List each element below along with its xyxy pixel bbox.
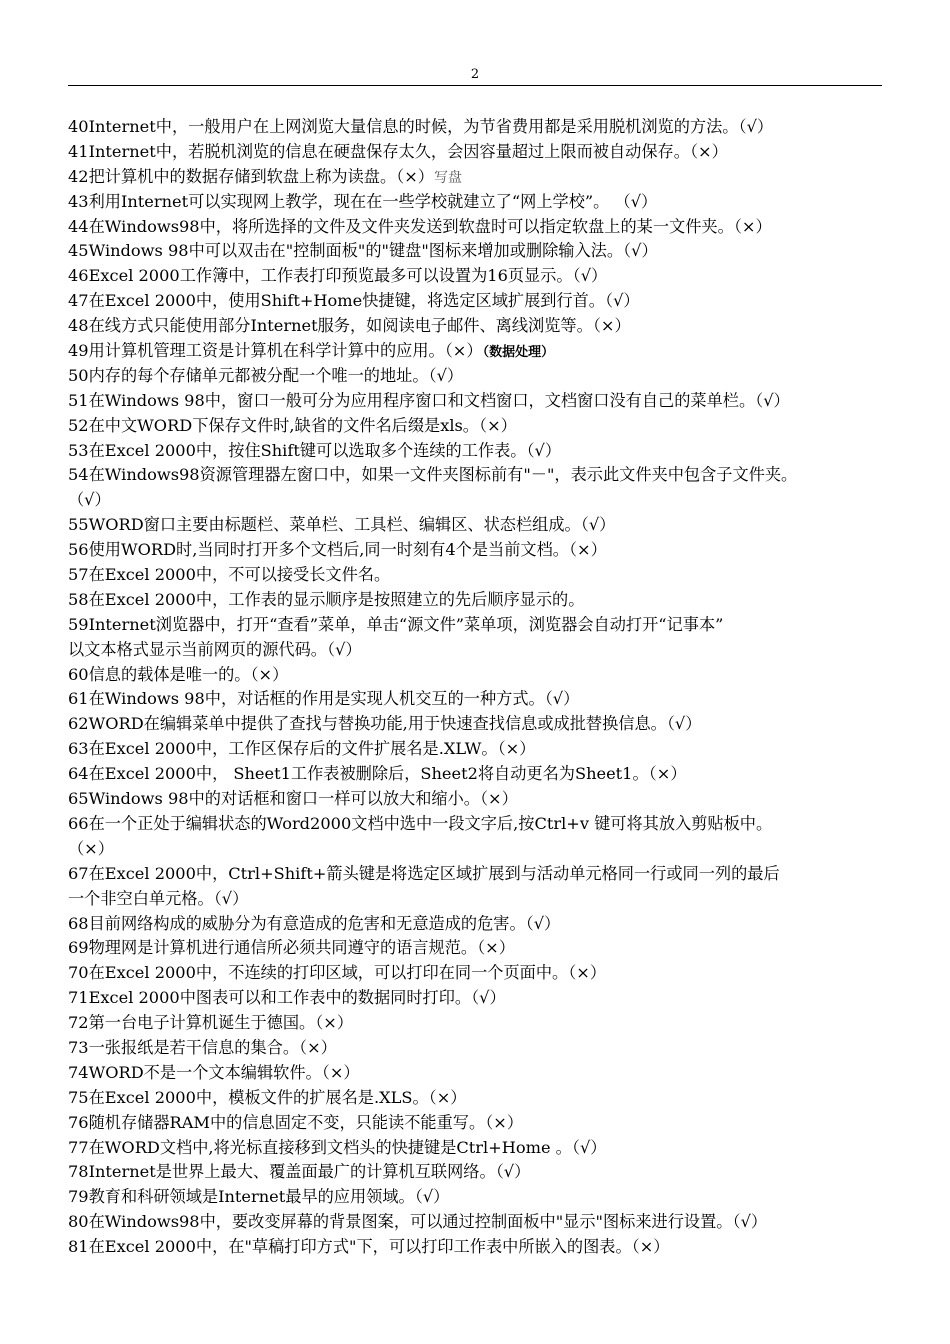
text-line: 52在中文WORD下保存文件时,缺省的文件名后缀是xls。（×） [68,415,517,435]
text-line: 77在WORD文档中,将光标直接移到文档头的快捷键是Ctrl+Home 。（√） [68,1137,607,1157]
text-line: 60信息的载体是唯一的。（×） [68,664,289,684]
text-line: 79教育和科研领域是Internet最早的应用领域。（√） [68,1187,450,1207]
text-line: 44在Windows98中，将所选择的文件及文件夹发送到软盘时可以指定软盘上的某一文件夹。（×） [68,216,772,236]
header-rule [68,85,882,86]
text-line: （√） [68,490,111,510]
text-line: （×） [68,838,114,858]
text-line: 67在Excel 2000中，Ctrl+Shift+箭头键是将选定区域扩展到与活动单元格同一行或同一列的最后 [68,863,780,883]
text-line: 46Excel 2000工作簿中，工作表打印预览最多可以设置为16页显示。（√） [68,266,608,286]
document-body [68,115,882,1260]
page-number: 2 [470,67,480,82]
text-line: 55WORD窗口主要由标题栏、菜单栏、工具栏、编辑区、状态栏组成。（√） [68,515,616,535]
text-line: 57在Excel 2000中，不可以接受长文件名。 [68,565,391,585]
text-line: 80在Windows98中，要改变屏幕的背景图案，可以通过控制面板中"显示"图标来进行设置。（√） [68,1212,768,1232]
text-line: 62WORD在编辑菜单中提供了查找与替换功能,用于快速查找信息或成批替换信息。（√） [68,714,702,734]
text-line: 一个非空白单元格。（√） [68,888,249,908]
text-line: 63在Excel 2000中，工作区保存后的文件扩展名是.XLW。（×） [68,739,536,759]
text-line: 42把计算机中的数据存储到软盘上称为读盘。（×）写盘 [68,166,462,186]
text-line: 50内存的每个存储单元都被分配一个唯一的地址。（√） [68,365,464,385]
text-line: 70在Excel 2000中，不连续的打印区域，可以打印在同一个页面中。（×） [68,963,607,983]
text-line: 66在一个正处于编辑状态的Word2000文档中选中一段文字后,按Ctrl+v 键可将其放入剪贴板中。 [68,813,773,833]
text-line: 47在Excel 2000中，使用Shift+Home快捷键，将选定区域扩展到行首。（√） [68,291,640,311]
text-line: 61在Windows 98中，对话框的作用是实现人机交互的一种方式。（√） [68,689,580,709]
text-line: 69物理网是计算机进行通信所必须共同遵守的语言规范。（×） [68,938,515,958]
text-line: 51在Windows 98中，窗口一般可分为应用程序窗口和文档窗口，文档窗口没有自己的菜单栏。（√） [68,390,790,410]
text-line: 75在Excel 2000中，模板文件的扩展名是.XLS。（×） [68,1087,467,1107]
handwritten-note: 写盘 [434,169,462,186]
text-line: 73一张报纸是若干信息的集合。（×） [68,1037,337,1057]
text-line: 59Internet浏览器中，打开“查看”菜单，单击“源文件”菜单项，浏览器会自动打开“记事本” [68,614,724,634]
text-line: 45Windows 98中可以双击在"控制面板"的"键盘"图标来增加或删除输入法。（√） [68,241,658,261]
text-line: 56使用WORD时,当同时打开多个文档后,同一时刻有4个是当前文档。（×） [68,540,607,560]
text-line: 72第一台电子计算机诞生于德国。（×） [68,1013,354,1033]
text-line: 43利用Internet可以实现网上教学，现在在一些学校就建立了“网上学校”。 （√） [68,191,658,211]
text-line: 78Internet是世界上最大、覆盖面最广的计算机互联网络。（√） [68,1162,531,1182]
text-line: 68目前网络构成的威胁分为有意造成的危害和无意造成的危害。（√） [68,913,561,933]
text-line: 41Internet中，若脱机浏览的信息在硬盘保存太久，会因容量超过上限而被自动保存。（×） [68,141,728,161]
text-line: 65Windows 98中的对话框和窗口一样可以放大和缩小。（×） [68,789,518,809]
text-line: 53在Excel 2000中，按住Shift键可以选取多个连续的工作表。（√） [68,440,562,460]
text-line: 48在线方式只能使用部分Internet服务，如阅读电子邮件、离线浏览等。（×） [68,316,631,336]
text-line: 76随机存储器RAM中的信息固定不变，只能读不能重写。（×） [68,1112,524,1132]
text-line: 81在Excel 2000中，在"草稿打印方式"下，可以打印工作表中所嵌入的图表。（×） [68,1237,670,1257]
annotation-note: （数据处理） [482,345,555,361]
text-line: 54在Windows98资源管理器左窗口中，如果一文件夹图标前有"－"，表示此文件夹中包含子文件夹。 [68,465,798,485]
text-line: 以文本格式显示当前网页的源代码。（√） [68,639,362,659]
text-line: 40Internet中，一般用户在上网浏览大量信息的时候，为节省费用都是采用脱机浏览的方法。（√） [68,117,774,136]
text-line: 49用计算机管理工资是计算机在科学计算中的应用。（×）（数据处理） [68,341,555,361]
text-line: 58在Excel 2000中，工作表的显示顺序是按照建立的先后顺序显示的。 [68,589,585,609]
text-line: 74WORD不是一个文本编辑软件。（×） [68,1062,360,1082]
text-line: 71Excel 2000中图表可以和工作表中的数据同时打印。（√） [68,988,506,1008]
text-line: 64在Excel 2000中， Sheet1工作表被删除后，Sheet2将自动更名为Sheet1。（×） [68,764,687,784]
